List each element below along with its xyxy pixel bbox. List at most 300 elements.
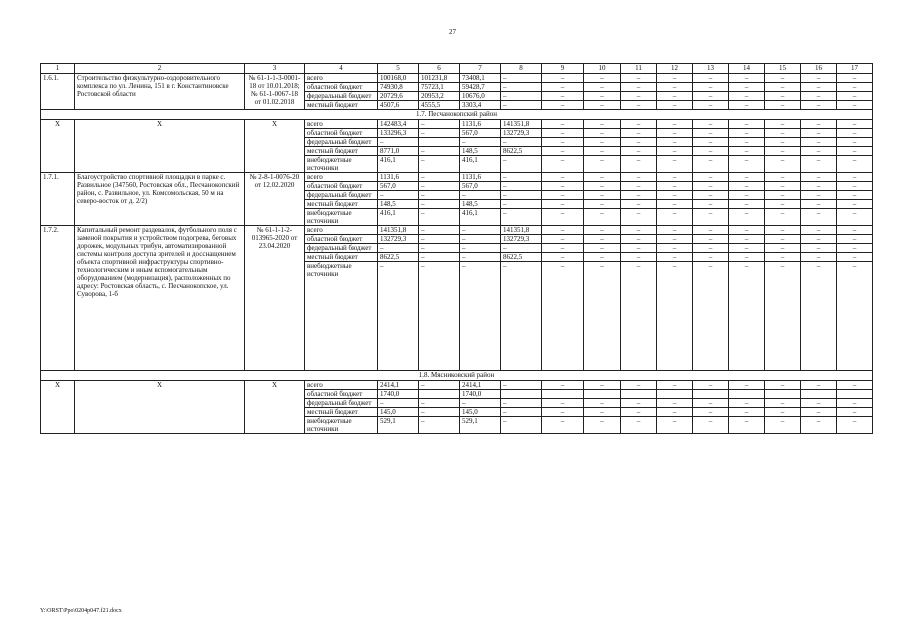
value-col-11: –	[621, 417, 657, 434]
value-col-17: –	[837, 92, 873, 101]
item-document: Х	[245, 120, 305, 173]
value-col-6: 4555,5	[419, 101, 460, 110]
value-col-6: 20953,2	[419, 92, 460, 101]
value-col-14: –	[729, 253, 765, 262]
value-col-9: –	[542, 129, 584, 138]
value-col-12: –	[657, 147, 693, 156]
value-col-10: –	[584, 101, 621, 110]
value-col-5: 567,0	[378, 182, 419, 191]
value-col-6: –	[419, 156, 460, 173]
value-col-6: 75723,1	[419, 83, 460, 92]
value-col-8: –	[501, 156, 542, 173]
value-col-17	[837, 390, 873, 399]
value-col-14: –	[729, 156, 765, 173]
value-col-7: –	[460, 253, 501, 262]
value-col-16	[801, 390, 837, 399]
funding-source: внебюджетные источники	[305, 209, 378, 226]
value-col-17: –	[837, 147, 873, 156]
value-col-5: 8622,5	[378, 253, 419, 262]
value-col-11: –	[621, 92, 657, 101]
value-col-17: –	[837, 138, 873, 147]
value-col-14: –	[729, 74, 765, 83]
value-col-5: –	[378, 191, 419, 200]
value-col-5: 416,1	[378, 209, 419, 226]
value-col-12: –	[657, 244, 693, 253]
value-col-13: –	[693, 417, 729, 434]
value-col-15: –	[765, 92, 801, 101]
value-col-8: –	[501, 74, 542, 83]
value-col-16: –	[801, 235, 837, 244]
item-name: Х	[75, 381, 245, 434]
value-col-14: –	[729, 408, 765, 417]
value-col-14: –	[729, 381, 765, 390]
value-col-17: –	[837, 182, 873, 191]
item-document: Х	[245, 381, 305, 434]
funding-source: местный бюджет	[305, 200, 378, 209]
funding-source: внебюджетные источники	[305, 262, 378, 371]
value-col-13: –	[693, 92, 729, 101]
item-name: Строительство физкультурно-оздоровительного комплекса по ул. Ленина, 151 в г. Константиновске Ростовской области	[75, 74, 245, 110]
value-col-6: –	[419, 235, 460, 244]
value-col-10: –	[584, 235, 621, 244]
value-col-15: –	[765, 262, 801, 371]
funding-source: федеральный бюджет	[305, 92, 378, 101]
value-col-9: –	[542, 83, 584, 92]
value-col-9: –	[542, 235, 584, 244]
value-col-9: –	[542, 182, 584, 191]
value-col-5: 141351,8	[378, 226, 419, 235]
value-col-12: –	[657, 156, 693, 173]
value-col-9: –	[542, 101, 584, 110]
value-col-17: –	[837, 244, 873, 253]
value-col-16: –	[801, 129, 837, 138]
value-col-10: –	[584, 253, 621, 262]
value-col-14: –	[729, 173, 765, 182]
funding-source: всего	[305, 381, 378, 390]
value-col-8: –	[501, 408, 542, 417]
funding-source: областной бюджет	[305, 83, 378, 92]
value-col-12: –	[657, 74, 693, 83]
value-col-10: –	[584, 74, 621, 83]
value-col-14: –	[729, 191, 765, 200]
value-col-12: –	[657, 138, 693, 147]
funding-source: всего	[305, 120, 378, 129]
value-col-13: –	[693, 129, 729, 138]
value-col-8: –	[501, 244, 542, 253]
value-col-16: –	[801, 182, 837, 191]
value-col-13: –	[693, 381, 729, 390]
value-col-5: 529,1	[378, 417, 419, 434]
value-col-5: 1740,0	[378, 390, 419, 399]
value-col-17: –	[837, 262, 873, 371]
item-number: 1.7.1.	[41, 173, 75, 226]
value-col-13: –	[693, 262, 729, 371]
value-col-5: 74930,8	[378, 83, 419, 92]
value-col-17: –	[837, 129, 873, 138]
section-title: 1.8. Мясниковский район	[41, 371, 873, 381]
value-col-16: –	[801, 209, 837, 226]
value-col-17: –	[837, 226, 873, 235]
value-col-12: –	[657, 129, 693, 138]
funding-source: всего	[305, 74, 378, 83]
value-col-10: –	[584, 120, 621, 129]
value-col-11: –	[621, 200, 657, 209]
value-col-11: –	[621, 191, 657, 200]
value-col-16: –	[801, 399, 837, 408]
value-col-6: –	[419, 226, 460, 235]
value-col-13: –	[693, 182, 729, 191]
value-col-7: –	[460, 244, 501, 253]
value-col-16: –	[801, 200, 837, 209]
column-number: 12	[657, 64, 693, 74]
value-col-16: –	[801, 92, 837, 101]
funding-source: областной бюджет	[305, 129, 378, 138]
value-col-15: –	[765, 209, 801, 226]
value-col-17: –	[837, 74, 873, 83]
value-col-16: –	[801, 101, 837, 110]
value-col-15: –	[765, 417, 801, 434]
value-col-9	[542, 390, 584, 399]
value-col-15: –	[765, 101, 801, 110]
value-col-13: –	[693, 191, 729, 200]
value-col-8: –	[501, 262, 542, 371]
value-col-16: –	[801, 381, 837, 390]
column-number: 4	[305, 64, 378, 74]
value-col-12: –	[657, 226, 693, 235]
value-col-10	[584, 390, 621, 399]
value-col-5: 20729,6	[378, 92, 419, 101]
file-path-footer: Y:\ORST\Ppo\0204p047.f21.docx	[40, 608, 122, 614]
value-col-16: –	[801, 408, 837, 417]
table-row	[41, 226, 873, 235]
value-col-7: 73408,1	[460, 74, 501, 83]
value-col-14: –	[729, 209, 765, 226]
value-col-7: 2414,1	[460, 381, 501, 390]
value-col-15: –	[765, 83, 801, 92]
table-row	[41, 74, 873, 83]
value-col-15: –	[765, 191, 801, 200]
funding-source: областной бюджет	[305, 182, 378, 191]
value-col-11: –	[621, 182, 657, 191]
column-number: 13	[693, 64, 729, 74]
value-col-10: –	[584, 182, 621, 191]
value-col-5: 100168,0	[378, 74, 419, 83]
value-col-16: –	[801, 173, 837, 182]
funding-source: внебюджетные источники	[305, 417, 378, 434]
item-document: № 2-8-1-0076-20 от 12.02.2020	[245, 173, 305, 226]
value-col-12: –	[657, 173, 693, 182]
value-col-6: –	[419, 381, 460, 390]
value-col-14: –	[729, 399, 765, 408]
value-col-17: –	[837, 83, 873, 92]
value-col-16: –	[801, 147, 837, 156]
value-col-9: –	[542, 191, 584, 200]
item-document: № 61-1-1-3-0001-18 от 10.01.2018; № 61-1-0067-18 от 01.02.2018	[245, 74, 305, 110]
column-number: 11	[621, 64, 657, 74]
value-col-9: –	[542, 399, 584, 408]
value-col-14: –	[729, 147, 765, 156]
value-col-11: –	[621, 129, 657, 138]
value-col-7: 567,0	[460, 129, 501, 138]
value-col-9: –	[542, 200, 584, 209]
value-col-11: –	[621, 120, 657, 129]
value-col-10: –	[584, 226, 621, 235]
table-row	[41, 120, 873, 129]
value-col-17: –	[837, 381, 873, 390]
value-col-5: 416,1	[378, 156, 419, 173]
value-col-13: –	[693, 147, 729, 156]
value-col-16: –	[801, 74, 837, 83]
value-col-15: –	[765, 399, 801, 408]
value-col-5: 142483,4	[378, 120, 419, 129]
value-col-8: 141351,8	[501, 226, 542, 235]
item-document: № 61-1-1-2-013965-2020 от 23.04.2020	[245, 226, 305, 371]
value-col-17: –	[837, 235, 873, 244]
value-col-14: –	[729, 226, 765, 235]
value-col-6: –	[419, 120, 460, 129]
value-col-17: –	[837, 173, 873, 182]
item-name: Капитальный ремонт раздевалок, футбольного поля с заменой покрытия и устройством подогрева, беговых дорожек, модульных трибун, автоматизированной системы контроля доступа зрителей и досснащением объекта спортивной инфраструктуры спортивно-технологическим и иным вспомогательным оборудованием (модернизация), расположенных по адресу: Ростовская область, с. Песчанокопское, ул. Суворова, 1-б	[75, 226, 245, 371]
value-col-15: –	[765, 408, 801, 417]
value-col-8: –	[501, 399, 542, 408]
value-col-7: –	[460, 399, 501, 408]
value-col-8	[501, 390, 542, 399]
value-col-5: 148,5	[378, 200, 419, 209]
value-col-6: –	[419, 417, 460, 434]
value-col-10: –	[584, 173, 621, 182]
value-col-11: –	[621, 209, 657, 226]
value-col-7: 59428,7	[460, 83, 501, 92]
value-col-5: 133296,3	[378, 129, 419, 138]
value-col-11: –	[621, 253, 657, 262]
value-col-14: –	[729, 138, 765, 147]
value-col-16: –	[801, 83, 837, 92]
value-col-17: –	[837, 120, 873, 129]
value-col-6	[419, 138, 460, 147]
value-col-6: –	[419, 253, 460, 262]
value-col-11: –	[621, 235, 657, 244]
section-row	[41, 110, 873, 120]
value-col-11: –	[621, 101, 657, 110]
funding-source: местный бюджет	[305, 253, 378, 262]
value-col-15: –	[765, 173, 801, 182]
value-col-8: 132729,3	[501, 235, 542, 244]
value-col-10: –	[584, 381, 621, 390]
column-number: 8	[501, 64, 542, 74]
value-col-12: –	[657, 92, 693, 101]
funding-source: всего	[305, 226, 378, 235]
value-col-8: 8622,5	[501, 253, 542, 262]
value-col-10: –	[584, 417, 621, 434]
value-col-16: –	[801, 191, 837, 200]
value-col-7: 1740,0	[460, 390, 501, 399]
value-col-14	[729, 390, 765, 399]
value-col-12: –	[657, 101, 693, 110]
value-col-6: –	[419, 262, 460, 371]
value-col-10: –	[584, 129, 621, 138]
value-col-8: 141351,8	[501, 120, 542, 129]
funding-source: всего	[305, 173, 378, 182]
value-col-13: –	[693, 120, 729, 129]
column-number: 2	[75, 64, 245, 74]
value-col-6	[419, 390, 460, 399]
value-col-8: –	[501, 101, 542, 110]
value-col-6: –	[419, 129, 460, 138]
item-number: Х	[41, 381, 75, 434]
value-col-15: –	[765, 226, 801, 235]
value-col-9: –	[542, 417, 584, 434]
value-col-8: –	[501, 200, 542, 209]
value-col-14: –	[729, 92, 765, 101]
value-col-13: –	[693, 74, 729, 83]
value-col-6: –	[419, 408, 460, 417]
value-col-8: –	[501, 191, 542, 200]
value-col-16: –	[801, 244, 837, 253]
value-col-14: –	[729, 262, 765, 371]
value-col-13: –	[693, 209, 729, 226]
column-number: 17	[837, 64, 873, 74]
value-col-5: –	[378, 399, 419, 408]
value-col-7: 145,0	[460, 408, 501, 417]
value-col-12: –	[657, 417, 693, 434]
value-col-14: –	[729, 129, 765, 138]
value-col-7: 416,1	[460, 156, 501, 173]
value-col-12: –	[657, 381, 693, 390]
column-number: 6	[419, 64, 460, 74]
value-col-13: –	[693, 253, 729, 262]
value-col-7: 148,5	[460, 147, 501, 156]
funding-source: местный бюджет	[305, 147, 378, 156]
value-col-14: –	[729, 83, 765, 92]
value-col-7: 1131,6	[460, 173, 501, 182]
value-col-12: –	[657, 399, 693, 408]
value-col-12: –	[657, 200, 693, 209]
value-col-5: 1131,6	[378, 173, 419, 182]
column-number: 14	[729, 64, 765, 74]
value-col-13: –	[693, 235, 729, 244]
item-name: Х	[75, 120, 245, 173]
value-col-11: –	[621, 381, 657, 390]
value-col-13: –	[693, 101, 729, 110]
value-col-13: –	[693, 226, 729, 235]
value-col-15: –	[765, 244, 801, 253]
value-col-11: –	[621, 226, 657, 235]
value-col-15: –	[765, 120, 801, 129]
value-col-5: 2414,1	[378, 381, 419, 390]
value-col-7: 416,1	[460, 209, 501, 226]
value-col-15: –	[765, 235, 801, 244]
value-col-9: –	[542, 120, 584, 129]
funding-source: областной бюджет	[305, 235, 378, 244]
value-col-15: –	[765, 138, 801, 147]
value-col-8: –	[501, 381, 542, 390]
value-col-6: 101231,8	[419, 74, 460, 83]
value-col-11: –	[621, 244, 657, 253]
value-col-7: –	[460, 235, 501, 244]
value-col-11: –	[621, 156, 657, 173]
value-col-13: –	[693, 173, 729, 182]
column-number: 5	[378, 64, 419, 74]
value-col-8: –	[501, 182, 542, 191]
value-col-17: –	[837, 408, 873, 417]
funding-source: внебюджетные источники	[305, 156, 378, 173]
value-col-5: 8771,0	[378, 147, 419, 156]
value-col-15: –	[765, 147, 801, 156]
value-col-7: 10676,0	[460, 92, 501, 101]
value-col-12: –	[657, 83, 693, 92]
value-col-16: –	[801, 156, 837, 173]
column-number: 3	[245, 64, 305, 74]
value-col-13	[693, 390, 729, 399]
item-number: Х	[41, 120, 75, 173]
value-col-11: –	[621, 138, 657, 147]
value-col-6: –	[419, 147, 460, 156]
value-col-15: –	[765, 253, 801, 262]
header-row	[41, 64, 873, 74]
value-col-8: 132729,3	[501, 129, 542, 138]
value-col-9: –	[542, 92, 584, 101]
value-col-5: –	[378, 244, 419, 253]
value-col-13: –	[693, 399, 729, 408]
value-col-8: –	[501, 417, 542, 434]
value-col-10: –	[584, 200, 621, 209]
value-col-14: –	[729, 244, 765, 253]
value-col-7: 529,1	[460, 417, 501, 434]
value-col-16: –	[801, 262, 837, 371]
value-col-11: –	[621, 147, 657, 156]
value-col-17: –	[837, 399, 873, 408]
item-number: 1.7.2.	[41, 226, 75, 371]
value-col-13: –	[693, 244, 729, 253]
section-row	[41, 371, 873, 381]
funding-source: областной бюджет	[305, 390, 378, 399]
page-number: 27	[449, 28, 456, 36]
value-col-9: –	[542, 226, 584, 235]
value-col-10: –	[584, 147, 621, 156]
value-col-10: –	[584, 244, 621, 253]
column-number: 15	[765, 64, 801, 74]
value-col-10: –	[584, 156, 621, 173]
value-col-16: –	[801, 120, 837, 129]
value-col-12: –	[657, 182, 693, 191]
value-col-6: –	[419, 191, 460, 200]
column-number: 16	[801, 64, 837, 74]
value-col-11	[621, 390, 657, 399]
value-col-10: –	[584, 138, 621, 147]
value-col-6: –	[419, 209, 460, 226]
value-col-14: –	[729, 182, 765, 191]
value-col-10: –	[584, 209, 621, 226]
funding-source: местный бюджет	[305, 101, 378, 110]
value-col-12: –	[657, 262, 693, 371]
value-col-5: –	[378, 262, 419, 371]
budget-table	[40, 63, 873, 434]
value-col-17: –	[837, 253, 873, 262]
column-number: 9	[542, 64, 584, 74]
value-col-6: –	[419, 200, 460, 209]
value-col-9: –	[542, 138, 584, 147]
value-col-12: –	[657, 191, 693, 200]
value-col-6: –	[419, 182, 460, 191]
value-col-11: –	[621, 83, 657, 92]
value-col-9: –	[542, 262, 584, 371]
funding-source: федеральный бюджет	[305, 244, 378, 253]
value-col-5: 132729,3	[378, 235, 419, 244]
column-number: 10	[584, 64, 621, 74]
value-col-16: –	[801, 417, 837, 434]
value-col-16: –	[801, 253, 837, 262]
value-col-17: –	[837, 209, 873, 226]
